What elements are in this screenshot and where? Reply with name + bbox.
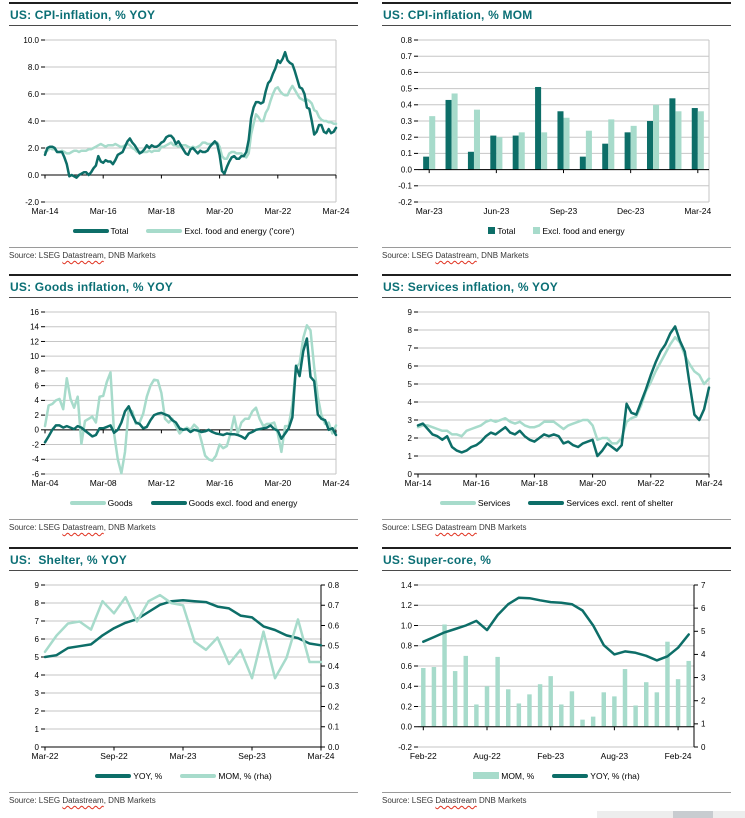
- svg-text:4: 4: [701, 650, 706, 660]
- svg-text:Mar-24: Mar-24: [322, 478, 350, 488]
- legend-item: [552, 771, 639, 781]
- source-suffix: , DNB Markets: [103, 251, 156, 260]
- legend-label: YOY, %: [133, 770, 163, 781]
- svg-text:1.4: 1.4: [400, 580, 412, 590]
- panel-title: US: CPI-inflation, % YOY: [10, 8, 156, 22]
- source-note: [9, 523, 358, 532]
- svg-text:Mar-16: Mar-16: [206, 478, 234, 488]
- svg-text:0: 0: [701, 742, 706, 752]
- svg-text:8: 8: [34, 598, 39, 608]
- svg-text:Mar-22: Mar-22: [31, 751, 59, 761]
- svg-text:Mar-14: Mar-14: [31, 206, 59, 216]
- svg-text:0.8: 0.8: [328, 580, 340, 590]
- source-prefix: Source: LSEG: [382, 251, 436, 260]
- svg-text:4: 4: [34, 670, 39, 680]
- shelter-chart: [9, 573, 358, 767]
- svg-text:0.2: 0.2: [400, 133, 412, 142]
- source-suffix: DNB Markets: [476, 523, 527, 532]
- svg-text:0: 0: [34, 742, 39, 752]
- svg-text:2: 2: [701, 696, 706, 706]
- legend-item: [146, 226, 294, 236]
- svg-text:1.0: 1.0: [400, 621, 412, 631]
- square-swatch-dark: [488, 227, 495, 234]
- legend-item: [488, 226, 515, 236]
- svg-text:5: 5: [701, 627, 706, 637]
- chart-legend: [9, 768, 358, 783]
- line-swatch-dark: [73, 229, 109, 233]
- svg-text:0.8: 0.8: [400, 641, 412, 651]
- svg-text:0.4: 0.4: [400, 682, 412, 692]
- svg-text:1.2: 1.2: [400, 601, 412, 611]
- source-prefix: Source: LSEG: [9, 251, 63, 260]
- svg-text:-4: -4: [31, 455, 39, 465]
- source-note: [382, 796, 731, 805]
- legend-item: [70, 498, 133, 508]
- svg-text:6: 6: [701, 603, 706, 613]
- svg-text:7: 7: [701, 580, 706, 590]
- source-note: [9, 251, 358, 260]
- svg-text:0.6: 0.6: [328, 621, 340, 631]
- chart-legend: [382, 768, 731, 783]
- svg-text:Mar-22: Mar-22: [637, 478, 665, 488]
- svg-text:6: 6: [34, 381, 39, 391]
- panel-shelter: [0, 545, 373, 818]
- svg-text:Mar-16: Mar-16: [462, 478, 490, 488]
- svg-text:Aug-22: Aug-22: [473, 751, 501, 761]
- svg-text:-2: -2: [31, 440, 39, 450]
- svg-text:10.0: 10.0: [23, 35, 39, 45]
- svg-text:Jun-23: Jun-23: [483, 206, 510, 216]
- legend-label: Excl. food and energy ('core'): [184, 225, 295, 236]
- source-note: [382, 251, 731, 260]
- line-swatch-light: [146, 229, 182, 233]
- source-flagged-word: Datastream: [435, 796, 477, 805]
- legend-label: Services: [477, 497, 511, 508]
- line-swatch-dark: [151, 501, 187, 505]
- source-flagged-word: Datastream: [435, 251, 477, 260]
- source-prefix: Source: LSEG: [9, 523, 63, 532]
- svg-text:0.4: 0.4: [328, 661, 340, 671]
- source-divider: [382, 519, 731, 520]
- svg-text:Aug-23: Aug-23: [600, 751, 629, 761]
- panel-title: US: Goods inflation, % YOY: [10, 280, 173, 294]
- legend-label: Goods: [107, 497, 133, 508]
- panel-top-border: [382, 547, 731, 549]
- title-underline: [382, 25, 731, 26]
- source-divider: [382, 247, 731, 248]
- svg-text:-0.2: -0.2: [398, 197, 412, 207]
- panel-top-border: [382, 274, 731, 276]
- svg-text:0.3: 0.3: [400, 116, 412, 126]
- svg-text:8: 8: [34, 366, 39, 376]
- svg-text:Mar-20: Mar-20: [579, 478, 607, 488]
- legend-label: Goods excl. food and energy: [188, 497, 298, 508]
- svg-text:0.1: 0.1: [328, 722, 340, 732]
- panel-cpi-mom: [373, 0, 745, 272]
- svg-text:0.6: 0.6: [400, 68, 412, 78]
- svg-text:1: 1: [34, 724, 39, 734]
- svg-text:9: 9: [34, 580, 39, 590]
- svg-text:1: 1: [407, 451, 412, 461]
- svg-text:-0.2: -0.2: [398, 742, 412, 752]
- svg-text:Mar-16: Mar-16: [89, 206, 117, 216]
- panel-goods-yoy: [0, 272, 373, 545]
- svg-text:Mar-24: Mar-24: [307, 751, 335, 761]
- chart-legend: [9, 223, 358, 238]
- svg-text:0.5: 0.5: [328, 641, 340, 651]
- legend-label: YOY, % (rha): [590, 770, 640, 781]
- svg-text:8: 8: [407, 325, 412, 335]
- svg-text:Sep-23: Sep-23: [238, 751, 266, 761]
- legend-item: [180, 771, 271, 781]
- svg-text:Mar-08: Mar-08: [89, 478, 117, 488]
- svg-text:9: 9: [407, 307, 412, 317]
- svg-text:-2.0: -2.0: [25, 197, 39, 207]
- source-flagged-word: Datastream: [435, 523, 477, 532]
- svg-text:Feb-23: Feb-23: [537, 751, 565, 761]
- legend-item: [73, 226, 129, 236]
- svg-text:10: 10: [30, 351, 39, 361]
- chart-legend: [382, 495, 731, 510]
- panel-top-border: [382, 2, 731, 4]
- svg-text:Feb-24: Feb-24: [664, 751, 692, 761]
- svg-text:Sep-23: Sep-23: [549, 206, 578, 216]
- svg-text:0: 0: [34, 425, 39, 435]
- panel-top-border: [9, 274, 358, 276]
- title-underline: [9, 25, 358, 26]
- source-divider: [382, 792, 731, 793]
- svg-text:0.5: 0.5: [400, 84, 412, 94]
- legend-item: [95, 771, 162, 781]
- chart-legend: [382, 223, 731, 238]
- chart-legend: [9, 495, 358, 510]
- svg-text:Mar-24: Mar-24: [322, 206, 350, 216]
- svg-text:Mar-18: Mar-18: [520, 478, 548, 488]
- source-divider: [9, 792, 358, 793]
- source-suffix: DNB Markets: [476, 796, 527, 805]
- legend-label: Total: [110, 225, 129, 236]
- source-suffix: , DNB Markets: [103, 796, 156, 805]
- panel-super-core: [373, 545, 745, 818]
- svg-text:-6: -6: [31, 469, 39, 479]
- svg-text:Feb-22: Feb-22: [409, 751, 437, 761]
- svg-text:Mar-20: Mar-20: [206, 206, 234, 216]
- svg-text:0.4: 0.4: [400, 100, 412, 110]
- svg-text:2: 2: [34, 706, 39, 716]
- svg-text:4.0: 4.0: [27, 116, 39, 126]
- legend-item: [440, 498, 511, 508]
- svg-text:3: 3: [701, 673, 706, 683]
- svg-text:16: 16: [30, 307, 39, 317]
- svg-text:8.0: 8.0: [27, 62, 39, 72]
- line-swatch-dark: [95, 774, 131, 778]
- svg-text:0.7: 0.7: [400, 52, 412, 61]
- legend-item: [533, 226, 624, 236]
- svg-text:Mar-23: Mar-23: [415, 206, 443, 216]
- cpi-mom-chart: [382, 28, 731, 222]
- svg-text:5: 5: [34, 652, 39, 662]
- source-divider: [9, 247, 358, 248]
- panel-services-yoy: [373, 272, 745, 545]
- source-flagged-word: Datastream: [62, 251, 104, 260]
- svg-text:0.0: 0.0: [27, 170, 39, 180]
- svg-text:Mar-22: Mar-22: [264, 206, 292, 216]
- svg-text:3: 3: [34, 688, 39, 698]
- svg-text:0.0: 0.0: [400, 722, 412, 732]
- panel-title: US: Services inflation, % YOY: [383, 280, 558, 294]
- panel-title: US: Shelter, % YOY: [10, 553, 127, 567]
- svg-text:4: 4: [34, 396, 39, 406]
- source-note: [9, 796, 358, 805]
- panel-title: US: CPI-inflation, % MOM: [383, 8, 533, 22]
- svg-text:Mar-14: Mar-14: [404, 478, 432, 488]
- svg-text:Mar-24: Mar-24: [695, 478, 723, 488]
- legend-item: [473, 771, 534, 781]
- svg-text:5: 5: [407, 379, 412, 389]
- source-prefix: Source: LSEG: [382, 796, 436, 805]
- svg-text:0.2: 0.2: [400, 702, 412, 712]
- bar-swatch-light: [473, 772, 499, 779]
- svg-text:12: 12: [30, 337, 39, 347]
- svg-text:2: 2: [407, 433, 412, 443]
- legend-label: MOM, % (rha): [218, 770, 272, 781]
- svg-text:0.7: 0.7: [328, 601, 340, 611]
- source-flagged-word: Datastream: [62, 523, 104, 532]
- svg-text:Mar-24: Mar-24: [684, 206, 712, 216]
- title-underline: [382, 297, 731, 298]
- svg-text:0.8: 0.8: [400, 35, 412, 45]
- svg-text:Mar-12: Mar-12: [147, 478, 175, 488]
- legend-label: Services excl. rent of shelter: [566, 497, 674, 508]
- bottom-edge-artifact: [597, 811, 745, 818]
- svg-text:-0.1: -0.1: [398, 181, 412, 191]
- title-underline: [9, 297, 358, 298]
- goods-yoy-chart: [9, 300, 358, 494]
- svg-text:6.0: 6.0: [27, 89, 39, 99]
- svg-text:4: 4: [407, 397, 412, 407]
- legend-label: Total: [497, 225, 516, 236]
- svg-text:2: 2: [34, 410, 39, 420]
- svg-text:0.0: 0.0: [400, 165, 412, 175]
- svg-text:Dec-23: Dec-23: [616, 206, 645, 216]
- legend-item: [528, 498, 673, 508]
- title-underline: [382, 570, 731, 571]
- line-swatch-dark: [552, 774, 588, 778]
- svg-text:Mar-23: Mar-23: [169, 751, 197, 761]
- panel-top-border: [9, 2, 358, 4]
- source-divider: [9, 519, 358, 520]
- svg-text:0.1: 0.1: [400, 149, 412, 159]
- line-swatch-dark: [528, 501, 564, 505]
- source-prefix: Source: LSEG: [9, 796, 63, 805]
- svg-text:14: 14: [30, 322, 39, 332]
- line-swatch-light: [180, 774, 216, 778]
- legend-item: [151, 498, 298, 508]
- source-prefix: Source: LSEG: [382, 523, 436, 532]
- svg-text:0.0: 0.0: [328, 742, 340, 752]
- source-suffix: , DNB Markets: [103, 523, 156, 532]
- legend-label: Excl. food and energy: [542, 225, 625, 236]
- svg-text:Mar-20: Mar-20: [264, 478, 292, 488]
- source-flagged-word: Datastream: [62, 796, 104, 805]
- panel-title: US: Super-core, %: [383, 553, 492, 567]
- source-suffix: , DNB Markets: [476, 251, 529, 260]
- cpi-yoy-chart: [9, 28, 358, 222]
- svg-text:0.6: 0.6: [400, 661, 412, 671]
- bottom-edge-scrollbar-fragment[interactable]: [673, 811, 713, 818]
- svg-text:7: 7: [407, 343, 412, 353]
- line-swatch-light: [70, 501, 106, 505]
- panel-cpi-yoy: [0, 0, 373, 272]
- svg-text:Mar-04: Mar-04: [31, 478, 59, 488]
- legend-label: MOM, %: [501, 770, 535, 781]
- svg-text:1: 1: [701, 719, 706, 729]
- source-note: [382, 523, 731, 532]
- svg-text:0.3: 0.3: [328, 682, 340, 692]
- square-swatch-light: [533, 227, 540, 234]
- svg-text:0.2: 0.2: [328, 702, 340, 712]
- svg-text:6: 6: [407, 361, 412, 371]
- svg-text:6: 6: [34, 634, 39, 644]
- title-underline: [9, 570, 358, 571]
- super-core-chart: [382, 573, 731, 767]
- svg-text:3: 3: [407, 415, 412, 425]
- line-swatch-light: [440, 501, 476, 505]
- services-yoy-chart: [382, 300, 731, 494]
- svg-text:7: 7: [34, 616, 39, 626]
- svg-text:0: 0: [407, 469, 412, 479]
- svg-text:Sep-22: Sep-22: [100, 751, 128, 761]
- svg-text:2.0: 2.0: [27, 143, 39, 153]
- svg-text:Mar-18: Mar-18: [147, 206, 175, 216]
- panel-top-border: [9, 547, 358, 549]
